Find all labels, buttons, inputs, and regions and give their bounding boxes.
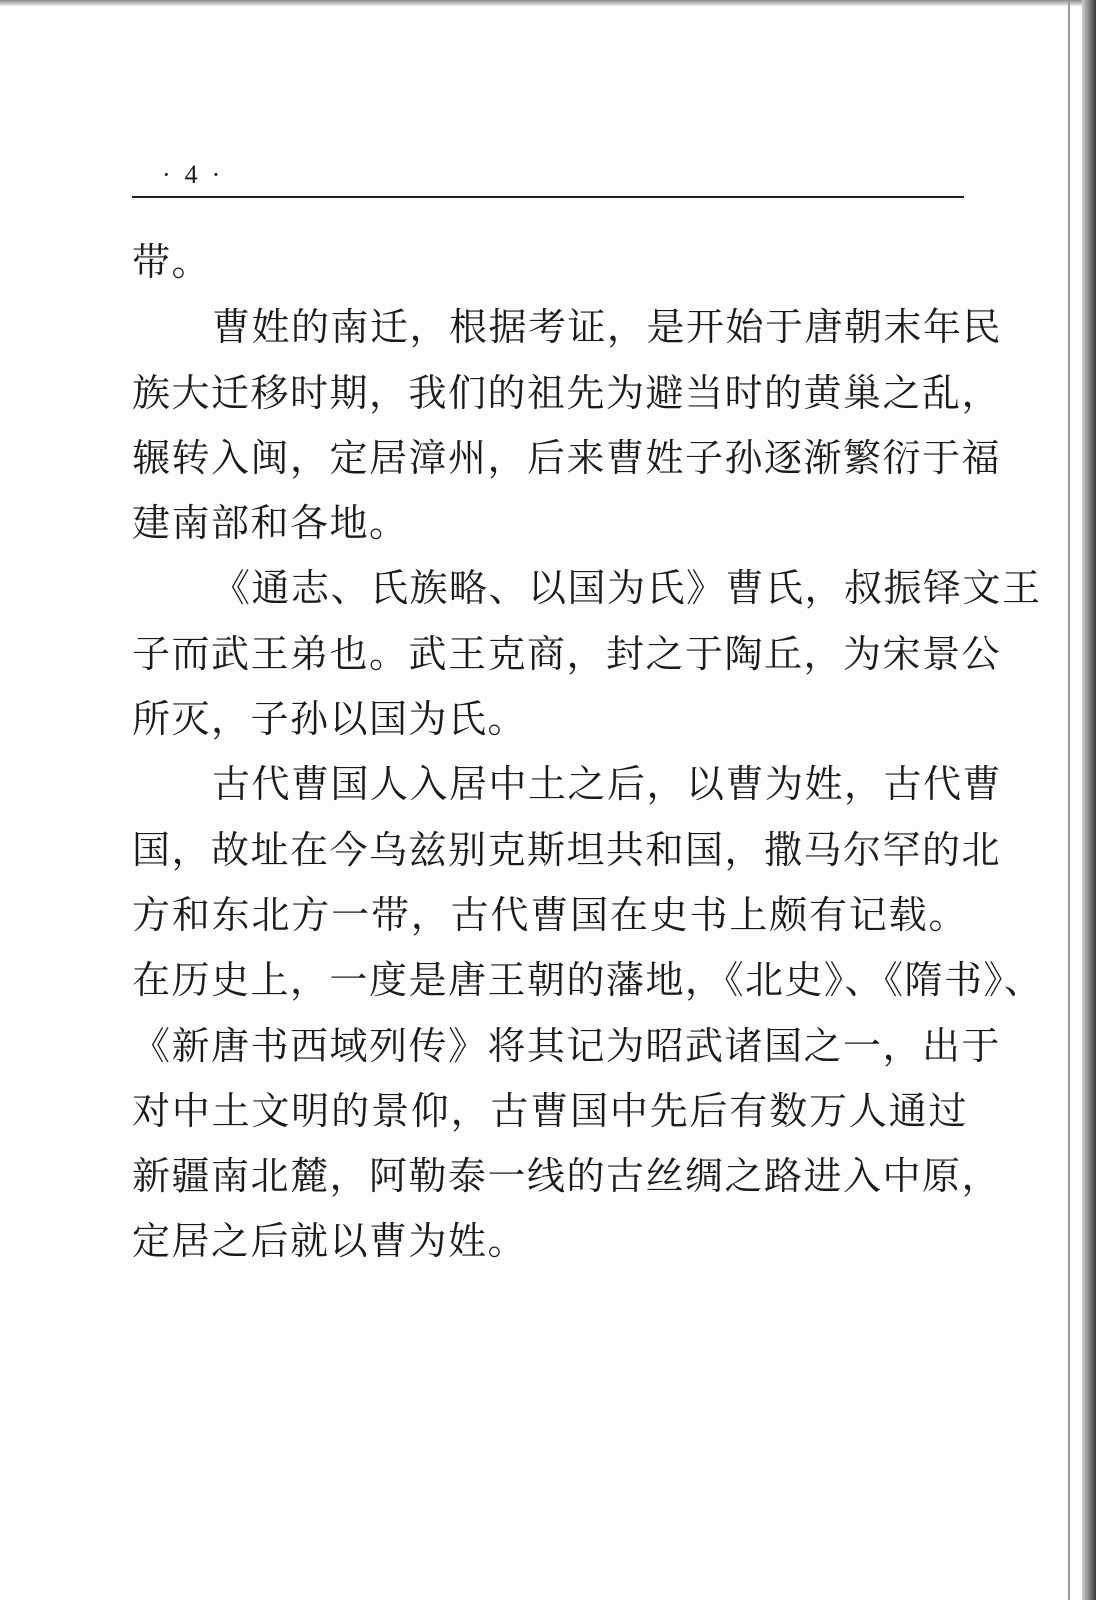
- text-line: 建南部和各地。: [132, 501, 409, 546]
- text-line: 对中土文明的景仰，古曹国中先后有数万人通过: [132, 1088, 968, 1133]
- text-line: 辗转入闽，定居漳州，后来曹姓子孙逐渐繁衍于福: [132, 435, 1002, 480]
- text-line: 国，故址在今乌兹别克斯坦共和国，撒马尔罕的北: [132, 827, 1002, 872]
- scan-page-edge-line: [1068, 0, 1070, 1600]
- text-line: 《新唐书西域列传》将其记为昭武诸国之一，出于: [132, 1023, 1002, 1068]
- text-line: 子而武王弟也。武王克商，封之于陶丘，为宋景公: [132, 631, 1002, 676]
- text-line: 所灭，子孙以国为氏。: [132, 697, 528, 742]
- scan-top-edge: [0, 0, 1096, 6]
- text-line: 新疆南北麓，阿勒泰一线的古丝绸之路进入中原，: [132, 1154, 1002, 1199]
- paragraph-start-line: 曹姓的南迁，根据考证，是开始于唐朝末年民: [212, 305, 1003, 350]
- text-line: 定居之后就以曹为姓。: [132, 1219, 528, 1264]
- page-number: ·4·: [162, 160, 235, 189]
- paragraph-start-line: 《通志、氏族略、以国为氏》曹氏，叔振铎文王: [212, 566, 1042, 611]
- paragraph-start-line: 古代曹国人入居中土之后，以曹为姓，古代曹: [212, 762, 1003, 807]
- header-rule: [132, 196, 964, 198]
- text-line: 族大迁移时期，我们的祖先为避当时的黄巢之乱，: [132, 370, 1002, 415]
- body-text: [132, 230, 1044, 1275]
- scan-right-edge: [1082, 0, 1096, 1600]
- text-line: 带。: [132, 240, 212, 284]
- text-line: 在历史上，一度是唐王朝的藩地，《北史》、《隋书》、: [132, 958, 1044, 1003]
- text-line: 方和东北方一带，古代曹国在史书上颇有记载。: [132, 892, 968, 937]
